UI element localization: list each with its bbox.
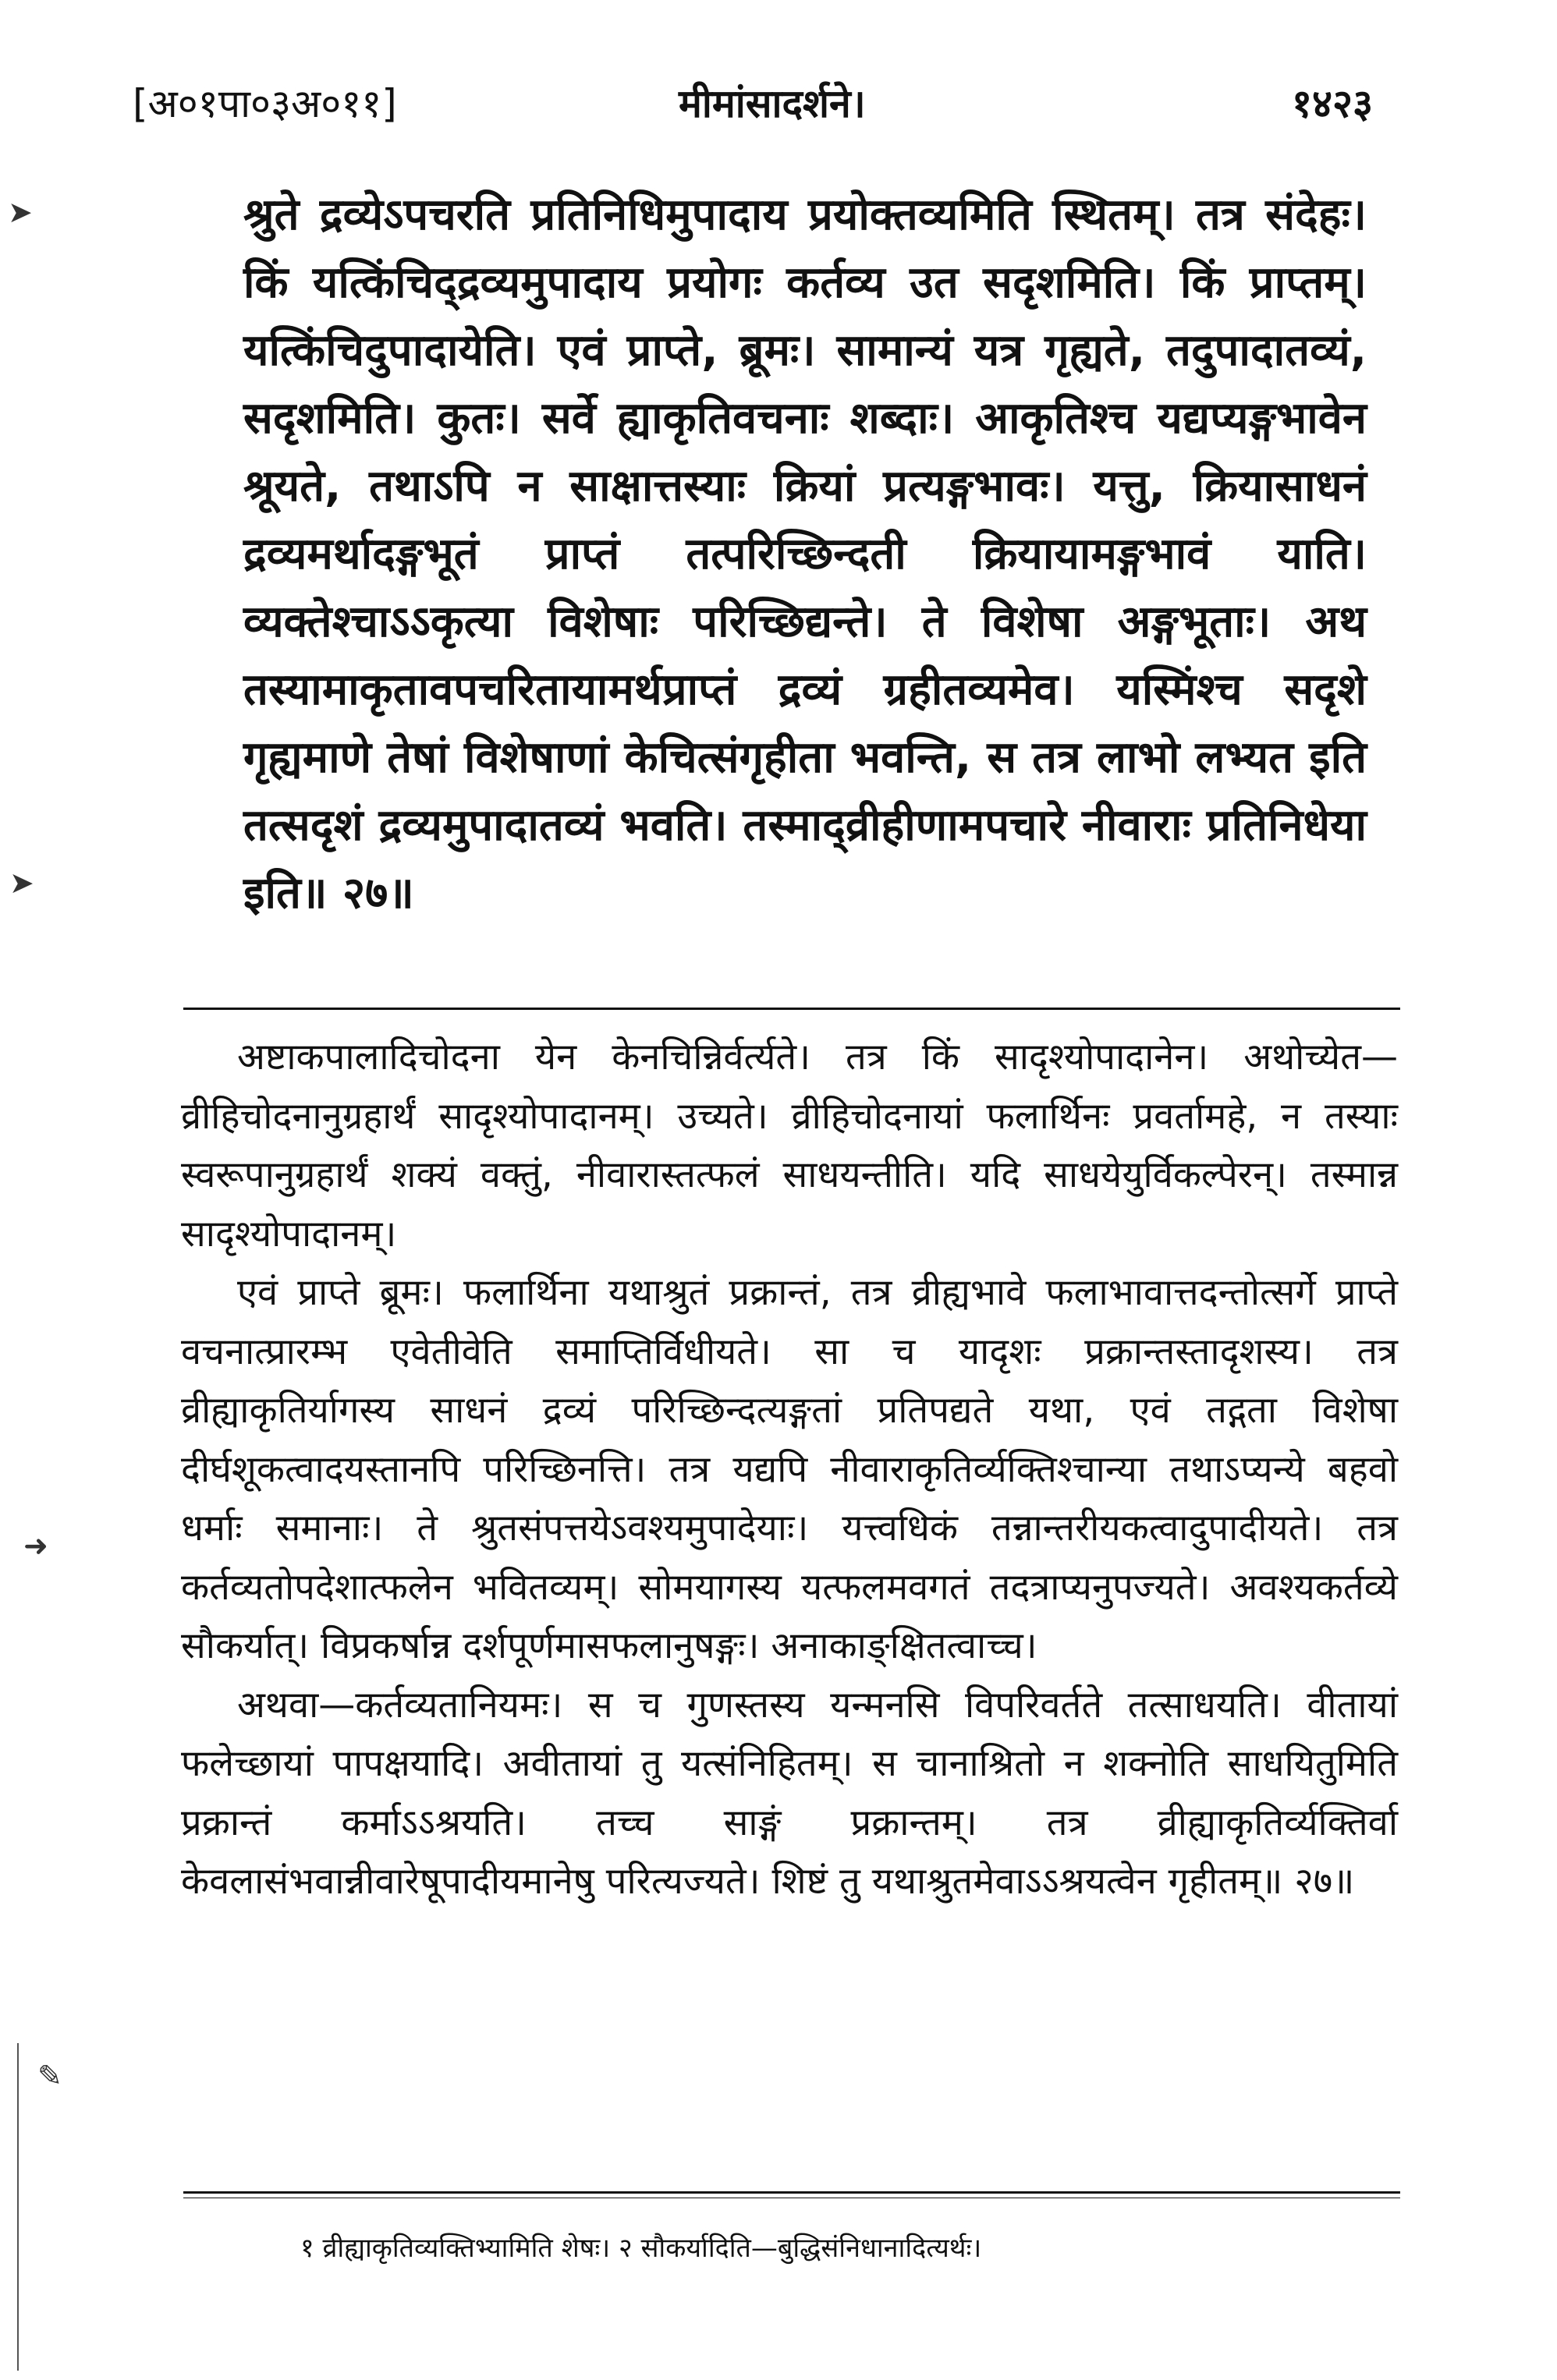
book-title: मीमांसादर्शने। <box>679 81 866 126</box>
bhashya-text <box>243 181 1367 927</box>
bhashya-paragraph: श्रुते द्रव्येऽपचरति प्रतिनिधिमुपादाय प्रयोक्तव्यमिति स्थितम्। तत्र संदेहः। किं यत्किंचिद्द्रव्यमुपादाय प्रयोगः कर्तव्य उत सदृशमिति। किं प्राप्तम्। यत्किंचिदुपादायेति। एवं प्राप्ते, ब्रूमः। सामान्यं यत्र गृह्यते, तदुपादातव्यं, सदृशमिति। कुतः। सर्वे ह्याकृतिवचनाः शब्दाः। आकृतिश्च यद्यप्यङ्गभावेन श्रूयते, तथाऽपि न साक्षात्तस्याः क्रियां प्रत्यङ्गभावः। यत्तु, क्रियासाधनं द्रव्यमर्थादङ्गभूतं प्राप्तं तत्परिच्छिन्दती क्रियायामङ्गभावं याति। व्यक्तेश्चाऽऽकृत्या विशेषाः परिच्छिद्यन्ते। ते विशेषा अङ्गभूताः। अथ तस्यामाकृतावपचरितायामर्थप्राप्तं द्रव्यं ग्रहीतव्यमेव। यस्मिंश्च सदृशे गृह्यमाणे तेषां विशेषाणां केचित्संगृहीता भवन्ति, स तत्र लाभो लभ्यत इति तत्सदृशं द्रव्यमुपादातव्यं भवति। तस्माद्व्रीहीणामपचारे नीवाराः प्रतिनिधेया इति॥ २७॥ <box>243 189 1367 919</box>
commentary-text <box>181 1028 1398 1911</box>
margin-arrow-icon: ➤ <box>9 866 34 900</box>
footnotes: १ व्रीह्याकृतिव्यक्तिभ्यामिति शेषः। २ सौकर्यादिति—बुद्धिसंनिधानादित्यर्थः। <box>300 2233 982 2264</box>
running-header <box>133 69 1373 139</box>
margin-arrow-icon: ➜ <box>23 1528 48 1563</box>
page-number: १४२३ <box>1292 81 1373 126</box>
footnote-divider <box>183 2191 1400 2194</box>
commentary-paragraph: एवं प्राप्ते ब्रूमः। फलार्थिना यथाश्रुतं प्रक्रान्तं, तत्र व्रीह्यभावे फलाभावात्तदन्तोत्सर्गे प्राप्ते वचनात्प्रारम्भ एवेतीवेति समाप्तिर्विधीयते। सा च यादृशः प्रक्रान्तस्तादृशस्य। तत्र व्रीह्याकृतिर्यागस्य साधनं द्रव्यं परिच्छिन्दत्यङ्गतां प्रतिपद्यते यथा, एवं तद्गता विशेषा दीर्घशूकत्वादयस्तानपि परिच्छिनत्ति। तत्र यद्यपि नीवाराकृतिर्व्यक्तिश्चान्या तथाऽप्यन्ये बहवो धर्माः समानाः। ते श्रुतसंपत्तयेऽवश्यमुपादेयाः। यत्त्वधिकं तन्नान्तरीयकत्वादुपादीयते। तत्र कर्तव्यतोपदेशात्फलेन भवितव्यम्। सोमयागस्य यत्फलमवगतं तदत्राप्यनुपज्यते। अवश्यकर्तव्ये सौकर्यात्। विप्रकर्षान्न दर्शपूर्णमासफलानुषङ्गः। अनाकाङ्क्षितत्वाच्च। <box>181 1271 1398 1667</box>
section-divider <box>183 1008 1400 1010</box>
commentary-paragraph: अथवा—कर्तव्यतानियमः। स च गुणस्तस्य यन्मनसि विपरिवर्तते तत्साधयति। वीतायां फलेच्छायां पापक्षयादि। अवीतायां तु यत्संनिहितम्। स चानाश्रितो न शक्नोति साधयितुमिति प्रक्रान्तं कर्माऽऽश्रयति। तच्च साङ्गं प्रक्रान्तम्। तत्र व्रीह्याकृतिर्व्यक्तिर्वा केवलासंभवान्नीवारेषूपादीयमानेषु परित्यज्यते। शिष्टं तु यथाश्रुतमेवाऽऽश्रयत्वेन गृहीतम्॥ २७॥ <box>181 1683 1398 1903</box>
margin-arrow-icon: ➤ <box>8 195 33 229</box>
chapter-reference: [अ०१पा०३अ०११] <box>133 81 397 126</box>
scan-edge-line <box>17 2043 19 2371</box>
commentary-paragraph: अष्टाकपालादिचोदना येन केनचिन्निर्वर्त्यते। तत्र किं सादृश्योपादानेन। अथोच्येत—व्रीहिचोदनानुग्रहार्थं सादृश्योपादानम्। उच्यते। व्रीहिचोदनायां फलार्थिनः प्रवर्तामहे, न तस्याः स्वरूपानुग्रहार्थं शक्यं वक्तुं, नीवारास्तत्फलं साधयन्तीति। यदि साधयेयुर्विकल्पेरन्। तस्मान्न सादृश्योपादानम्। <box>181 1036 1398 1256</box>
margin-scribble-icon: ✎ <box>37 2059 62 2093</box>
